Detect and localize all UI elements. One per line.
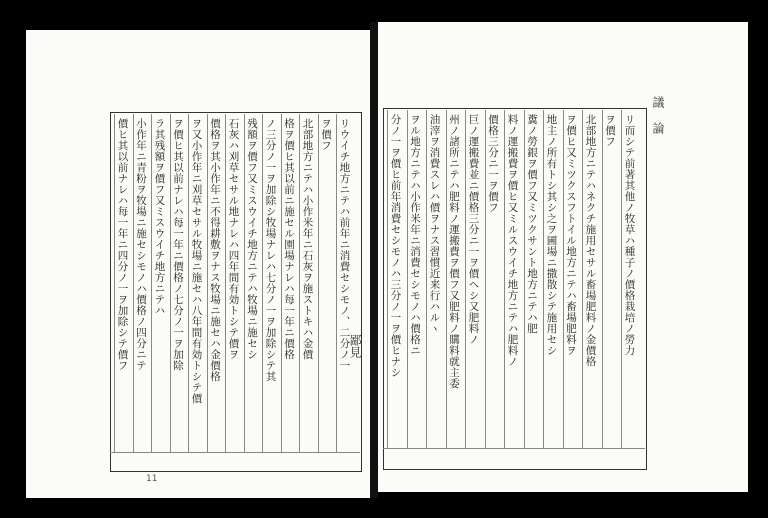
column-rule: [504, 110, 505, 448]
text-column: ノ三分ノ一ヲ加除シ牧場ナレハ七分ノ一ヲ加除シテ其: [264, 118, 277, 382]
text-column: ヲル地方ニテハ小作米年ニ消費セシモノハ價格ニ: [409, 114, 421, 356]
text-column: 價格三分ニ一ヲ價フ: [487, 114, 499, 213]
text-column: ヲ價フ: [604, 114, 616, 147]
text-column: 残額ヲ價フ又ミスウイチ地方ニテハ牧場ニ施セシ: [246, 118, 258, 360]
column-rule: [207, 114, 208, 452]
column-rule: [563, 110, 564, 448]
page-number: 11: [146, 474, 158, 484]
text-column: 分ノ一ヲ價ヒ前年消費セシモノハ三分ノ一ヲ價ヒナシ: [389, 114, 402, 378]
column-rule: [281, 114, 282, 452]
text-column: 州ノ諸所ニテハ肥料ノ運搬費ヲ價フ又肥料ノ購料就主委: [448, 114, 460, 389]
text-column: 格ヲ價ヒ其以前ニ施セル園場ナレハ每一年ニ價格: [283, 118, 295, 360]
book-spine: [370, 22, 378, 498]
column-rule: [244, 114, 245, 452]
column-rule: [621, 110, 622, 448]
column-rule: [582, 110, 583, 448]
text-column: 料ノ運搬費ヲ價ヒ又ミルスウイチ地方ニテハ肥料ノ: [506, 114, 519, 367]
column-rule: [543, 110, 544, 448]
left-footer-rule: [110, 452, 360, 453]
column-rule: [151, 114, 152, 452]
column-rule: [133, 114, 134, 452]
column-rule: [262, 114, 263, 452]
text-column: ヲ價ヒ其以前ナレハ每一年ニ價格ノ七分ノ一ヲ加除: [172, 118, 184, 371]
column-rule: [299, 114, 300, 452]
right-footer-rule: [383, 448, 645, 449]
column-rule: [465, 110, 466, 448]
text-column: ヲ價ヒ又ミツクスフトイル地方ニテハ畜場肥料ヲ: [565, 114, 577, 356]
text-column: リ而シテ前著其他ノ牧草ハ種子ノ價格栽培ノ勞力: [623, 114, 636, 356]
right-margin-note: 議 論: [651, 96, 665, 134]
text-column: 價ヒ其以前ナレハ每一年ニ四分ノ一ヲ加除シテ價フ: [116, 118, 129, 371]
column-rule: [524, 110, 525, 448]
column-rule: [485, 110, 486, 448]
text-column: ヲ又小作年ニ刈草セサル牧場ニ施セハ八年間有効トシテ價: [190, 118, 203, 404]
text-column: ヲ價フ: [320, 118, 332, 151]
text-column: ラ其残額ヲ價フ又ミスウイチ地方ニテハ: [153, 118, 166, 316]
column-rule: [225, 114, 226, 452]
text-column: 油滓ヲ消費スレハ價ヲナス習慣近来行ハルヽ: [428, 114, 441, 334]
text-column: 地主ノ所有トシ其シ之ヲ圃場ニ撒散シテ施用セシ: [545, 114, 558, 356]
left-margin-note: 鄙見: [348, 334, 362, 358]
column-rule: [188, 114, 189, 452]
text-column: 巨ノ運搬費並ニ價格三分ニ一ヲ價ヘシ又肥料ノ: [467, 114, 480, 345]
text-column: 北部地方ニテハネクチ施用セサル畜場肥料ノ金價格: [584, 114, 597, 367]
text-column: 北部地方ニテハ小作米年ニ石灰ヲ施ストキハ金價: [301, 118, 314, 360]
column-rule: [114, 114, 115, 452]
column-rule: [446, 110, 447, 448]
column-rule: [170, 114, 171, 452]
text-column: 價格ヲ其小作年ニ不得耕敷ヲナス牧場ニ施セハ金價格: [209, 118, 221, 382]
column-rule: [318, 114, 319, 452]
column-rule: [407, 110, 408, 448]
text-column: リウイチ地方ニテハ前年ニ消費セシモノ、二分ノ一: [338, 118, 351, 371]
column-rule: [602, 110, 603, 448]
text-column: 糞ノ勞銀ヲ價フ又ミツクサント地方ニテハ肥: [526, 114, 538, 334]
column-rule: [387, 110, 388, 448]
text-column: 小作年ニ青粉ヲ牧場ニ施セシモノハ價格ノ四分ニテ: [135, 118, 147, 371]
text-column: 石灰ハ刈草セサル地ナレハ四年間有効トシテ價ヲ: [227, 118, 240, 360]
column-rule: [336, 114, 337, 452]
column-rule: [426, 110, 427, 448]
